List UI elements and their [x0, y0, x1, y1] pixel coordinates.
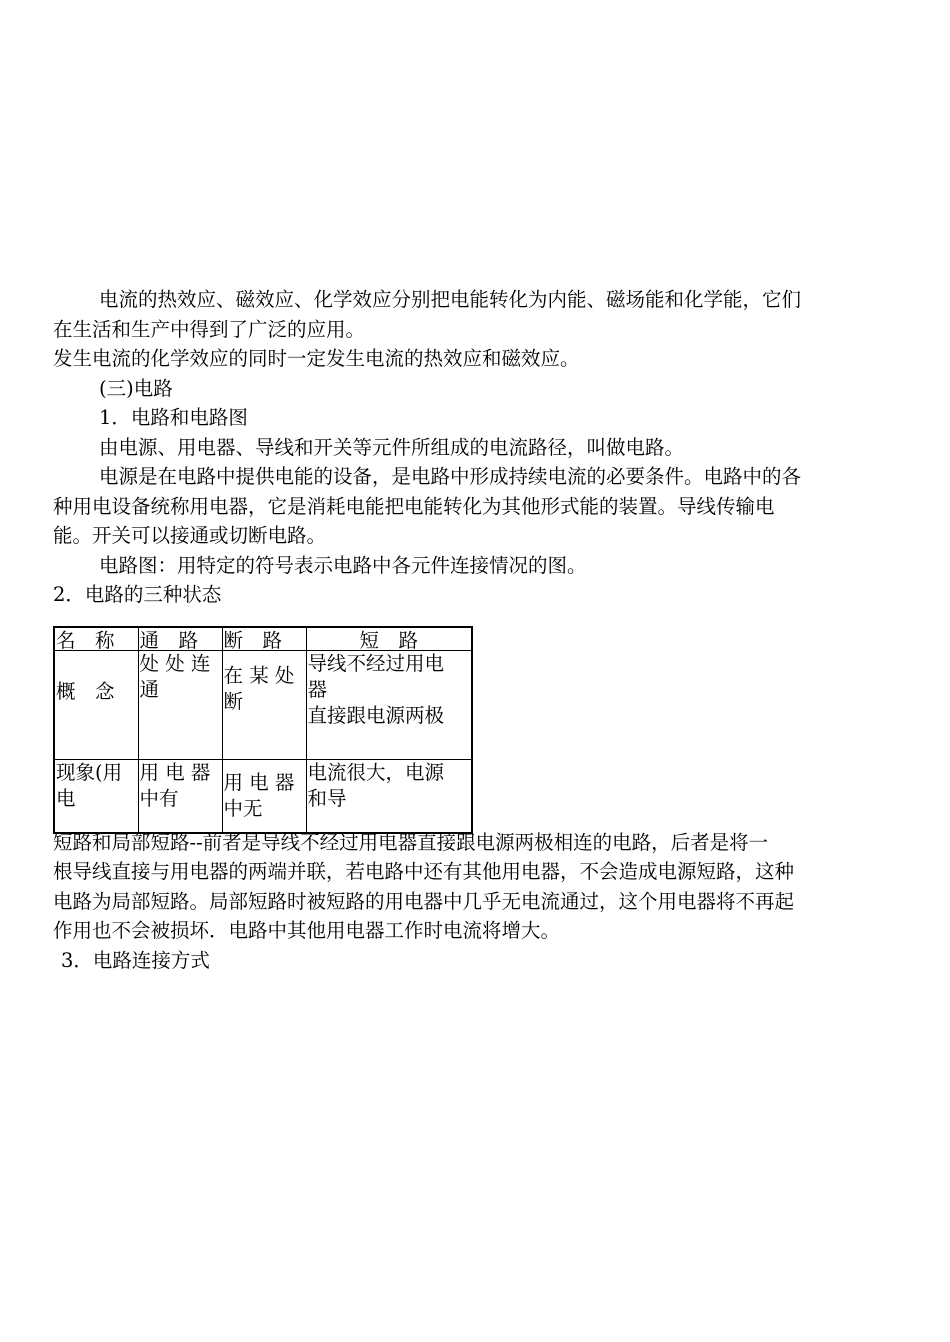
cell-phenomenon-break: 用 电 器 中无: [222, 759, 306, 833]
paragraph-power-line-2: 种用电设备统称用电器，它是消耗电能把电能转化为其他形式能的装置。导线传输电: [53, 494, 775, 518]
header-name: 名 称: [54, 627, 138, 651]
circuit-states-table-wrapper: [53, 626, 471, 820]
table-header-row: [54, 627, 472, 651]
paragraph-chemical-effect: 发生电流的化学效应的同时一定发生电流的热效应和磁效应。: [53, 347, 580, 370]
subheading-circuit-diagram: 1．电路和电路图: [99, 406, 248, 429]
document-page: [53, 285, 903, 975]
definition-circuit-diagram: 电路图：用特定的符号表示电路中各元件连接情况的图。: [99, 553, 587, 577]
paragraph-short-circuit-line-1: 短路和局部短路--前者是导线不经过用电器直接跟电源两极相连的电路，后者是将一: [53, 830, 769, 854]
paragraph-short-circuit-line-2: 根导线直接与用电器的两端并联，若电路中还有其他用电器，不会造成电源短路，这种: [53, 860, 795, 883]
paragraph-short-circuit-line-3: 电路为局部短路。局部短路时被短路的用电器中几乎无电流通过，这个用电器将不再起: [53, 889, 795, 913]
paragraph-power-line-3: 能。开关可以接通或切断电路。: [53, 524, 327, 547]
table-row-concept: [54, 650, 472, 759]
subheading-connection-methods: 3．电路连接方式: [61, 948, 210, 972]
circuit-states-table: [53, 626, 473, 834]
definition-circuit: 由电源、用电器、导线和开关等元件所组成的电流路径，叫做电路。: [99, 435, 685, 459]
paragraph-effects-line-2: 在生活和生产中得到了广泛的应用。: [53, 317, 366, 341]
header-open-path: 通 路: [138, 627, 222, 651]
table-row-phenomenon: [54, 759, 472, 833]
header-break-path: 断 路: [222, 627, 306, 651]
cell-phenomenon-short: 电流很大，电源 和导: [306, 759, 472, 833]
header-short-path: 短 路: [306, 627, 472, 651]
cell-concept-short: 导线不经过用电 器 直接跟电源两极: [306, 650, 472, 759]
subheading-three-states: 2．电路的三种状态: [53, 583, 222, 606]
cell-concept-open: 处 处 连 通: [138, 650, 222, 759]
paragraph-effects-line-1: 电流的热效应、磁效应、化学效应分别把电能转化为内能、磁场能和化学能，它们: [99, 288, 802, 311]
cell-phenomenon-label: 现象(用 电: [54, 759, 138, 833]
cell-concept-break: 在 某 处 断: [222, 650, 306, 759]
cell-phenomenon-open: 用 电 器 中有: [138, 759, 222, 833]
paragraph-power-line-1: 电源是在电路中提供电能的设备，是电路中形成持续电流的必要条件。电路中的各: [99, 465, 802, 488]
cell-concept-label: 概 念: [54, 650, 138, 759]
section-heading-circuit: (三)电路: [99, 376, 173, 400]
paragraph-short-circuit-line-4: 作用也不会被损坏．电路中其他用电器工作时电流将增大。: [53, 919, 561, 942]
